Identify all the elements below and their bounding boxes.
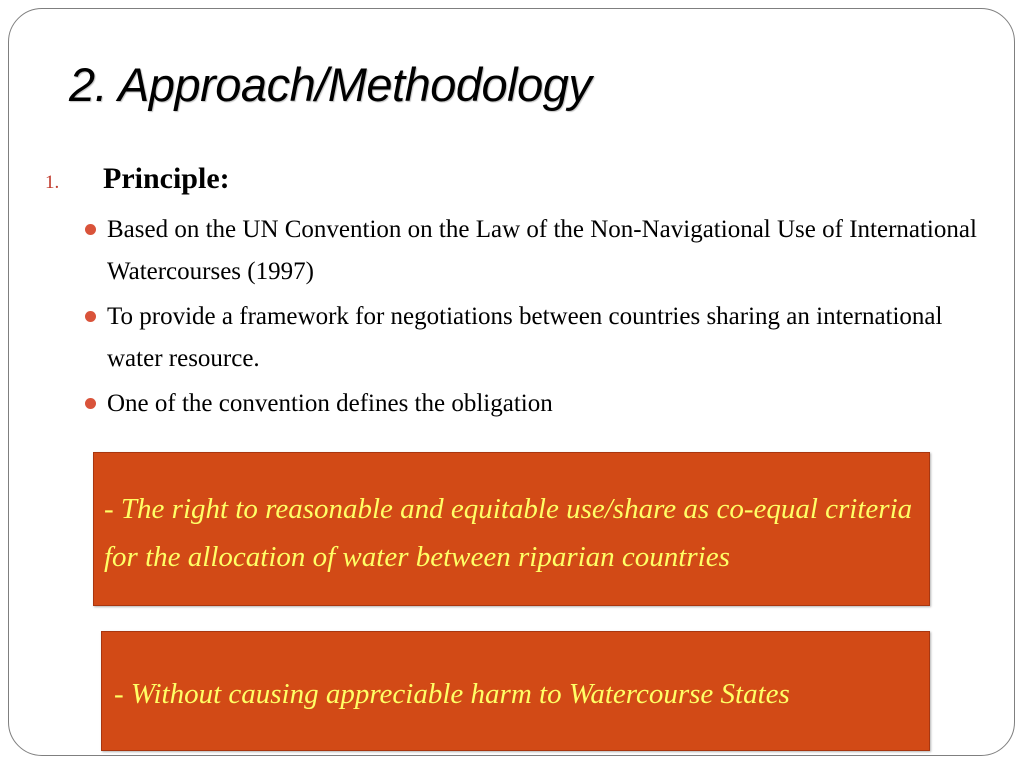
- section-heading: [45, 162, 230, 196]
- callout-text: - The right to reasonable and equitable use/share as co-equal criteria for the allocation of water between riparian countries: [104, 493, 913, 573]
- callout-equitable-use: [93, 452, 930, 606]
- bullet-item: [81, 296, 981, 380]
- bullet-list: [81, 209, 981, 428]
- bullet-item: [81, 209, 981, 293]
- slide-title: 2. Approach/Methodology: [69, 58, 592, 111]
- callout-text: - Without causing appreciable harm to Watercourse States: [114, 678, 790, 710]
- section-heading-text: Principle:: [103, 162, 230, 195]
- bullet-text: Based on the UN Convention on the Law of the Non-Navigational Use of International Watercourses (1997): [107, 216, 977, 285]
- bullet-dot-icon: [85, 224, 96, 235]
- bullet-text: To provide a framework for negotiations between countries sharing an international water resource.: [107, 303, 943, 372]
- bullet-item: [81, 383, 981, 425]
- section-number: 1.: [45, 172, 60, 193]
- callout-no-harm: [101, 631, 930, 751]
- bullet-dot-icon: [85, 311, 96, 322]
- bullet-dot-icon: [85, 398, 96, 409]
- bullet-text: One of the convention defines the obligation: [107, 390, 553, 417]
